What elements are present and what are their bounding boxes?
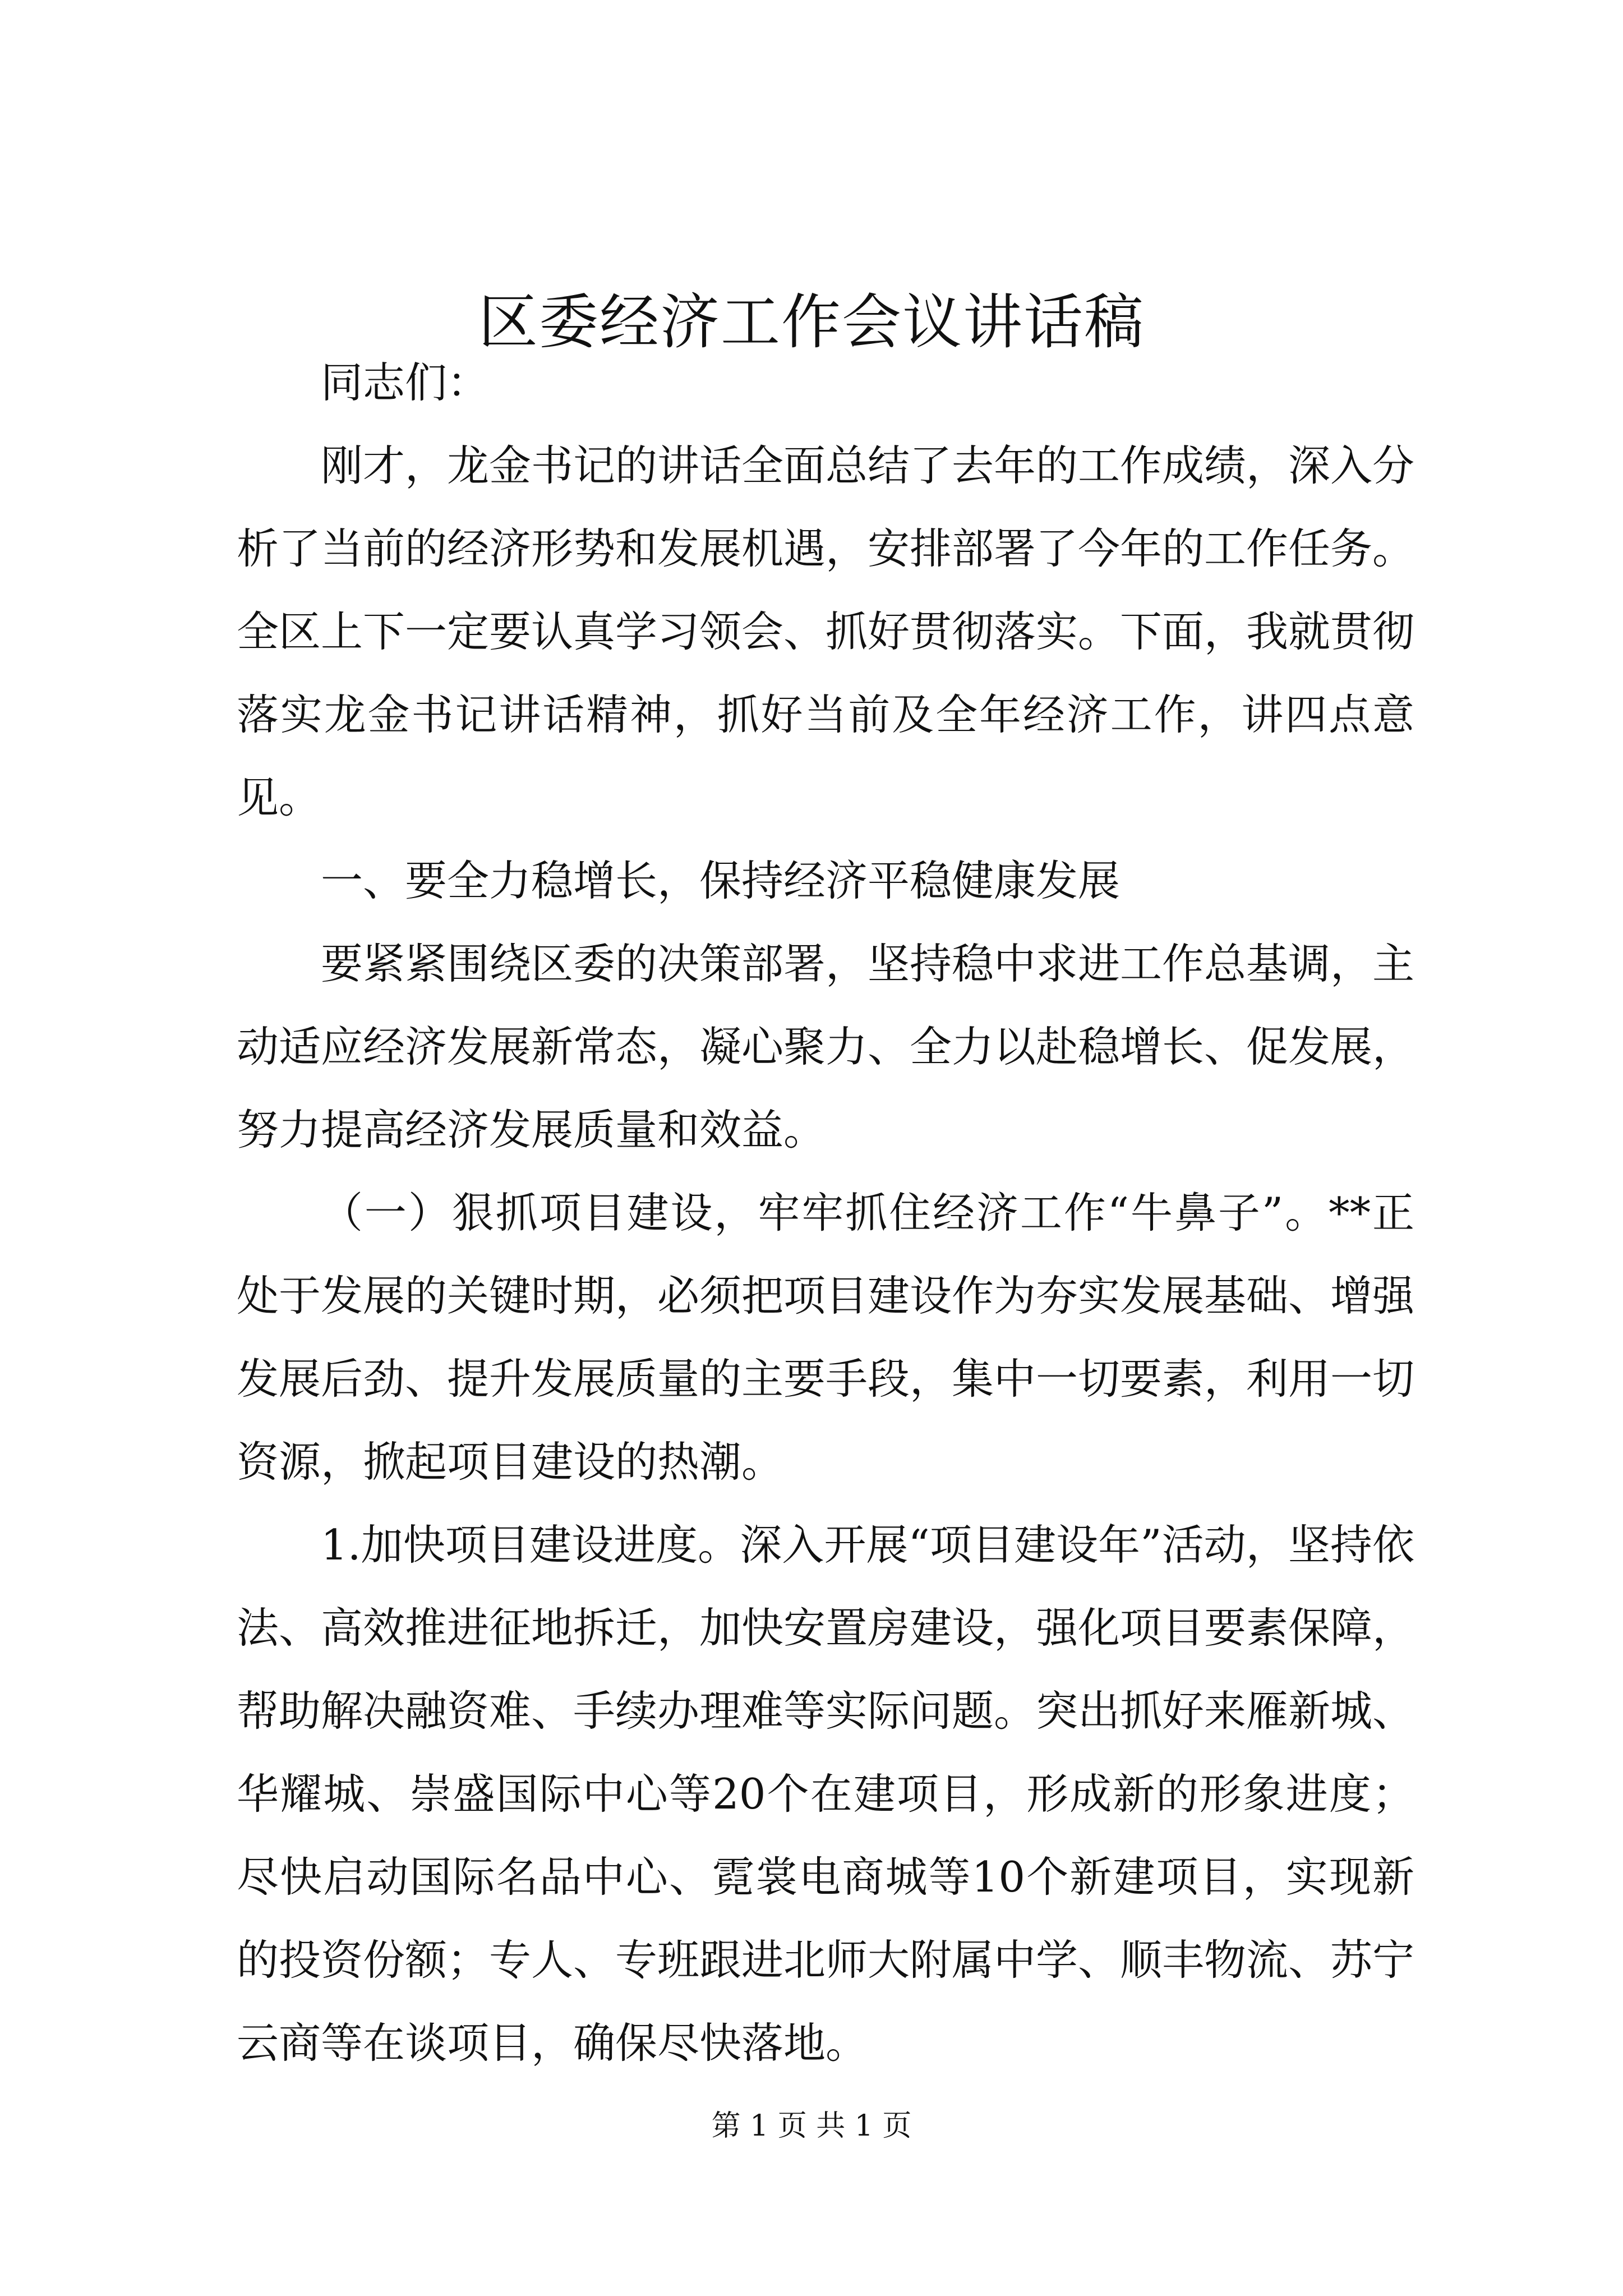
body-paragraph: 要紧紧围绕区委的决策部署，坚持稳中求进工作总基调，主动适应经济发展新常态，凝心聚力、全力以赴稳增长、促发展，努力提高经济发展质量和效益。 [237,939,1415,1154]
subsection-paragraph: （一）狠抓项目建设，牢牢抓住经济工作“牛鼻子”。**正处于发展的关键时期，必须把项目建设作为夯实发展基础、增强发展后劲、提升发展质量的主要手段，集中一切要素，利用一切资源，掀起项目建设的热潮。 [237,1188,1415,1487]
document-body [237,341,1414,2085]
numbered-paragraph: 1.加快项目建设进度。深入开展“项目建设年”活动，坚持依法、高效推进征地拆迁，加快安置房建设，强化项目要素保障，帮助解决融资难、手续办理难等实际问题。突出抓好来雁新城、华耀城、崇盛国际中心等20个在建项目，形成新的形象进度；尽快启动国际名品中心、霓裳电商城等10个新建项目，实现新的投资份额；专人、专班跟进北师大附属中学、顺丰物流、苏宁云商等在谈项目，确保尽快落地。 [237,1520,1415,2068]
document-title: 区委经济工作会议讲话稿 [478,288,1145,357]
body-paragraph: 刚才，龙金书记的讲话全面总结了去年的工作成绩，深入分析了当前的经济形势和发展机遇，安排部署了今年的工作任务。全区上下一定要认真学习领会、抓好贯彻落实。下面，我就贯彻落实龙金书记讲话精神，抓好当前及全年经济工作，讲四点意见。 [237,441,1415,822]
section-heading: 一、要全力稳增长，保持经济平稳健康发展 [321,856,1121,905]
page-footer: 第 1 页 共 1 页 [711,2109,912,2143]
salutation-paragraph: 同志们： [321,358,490,407]
